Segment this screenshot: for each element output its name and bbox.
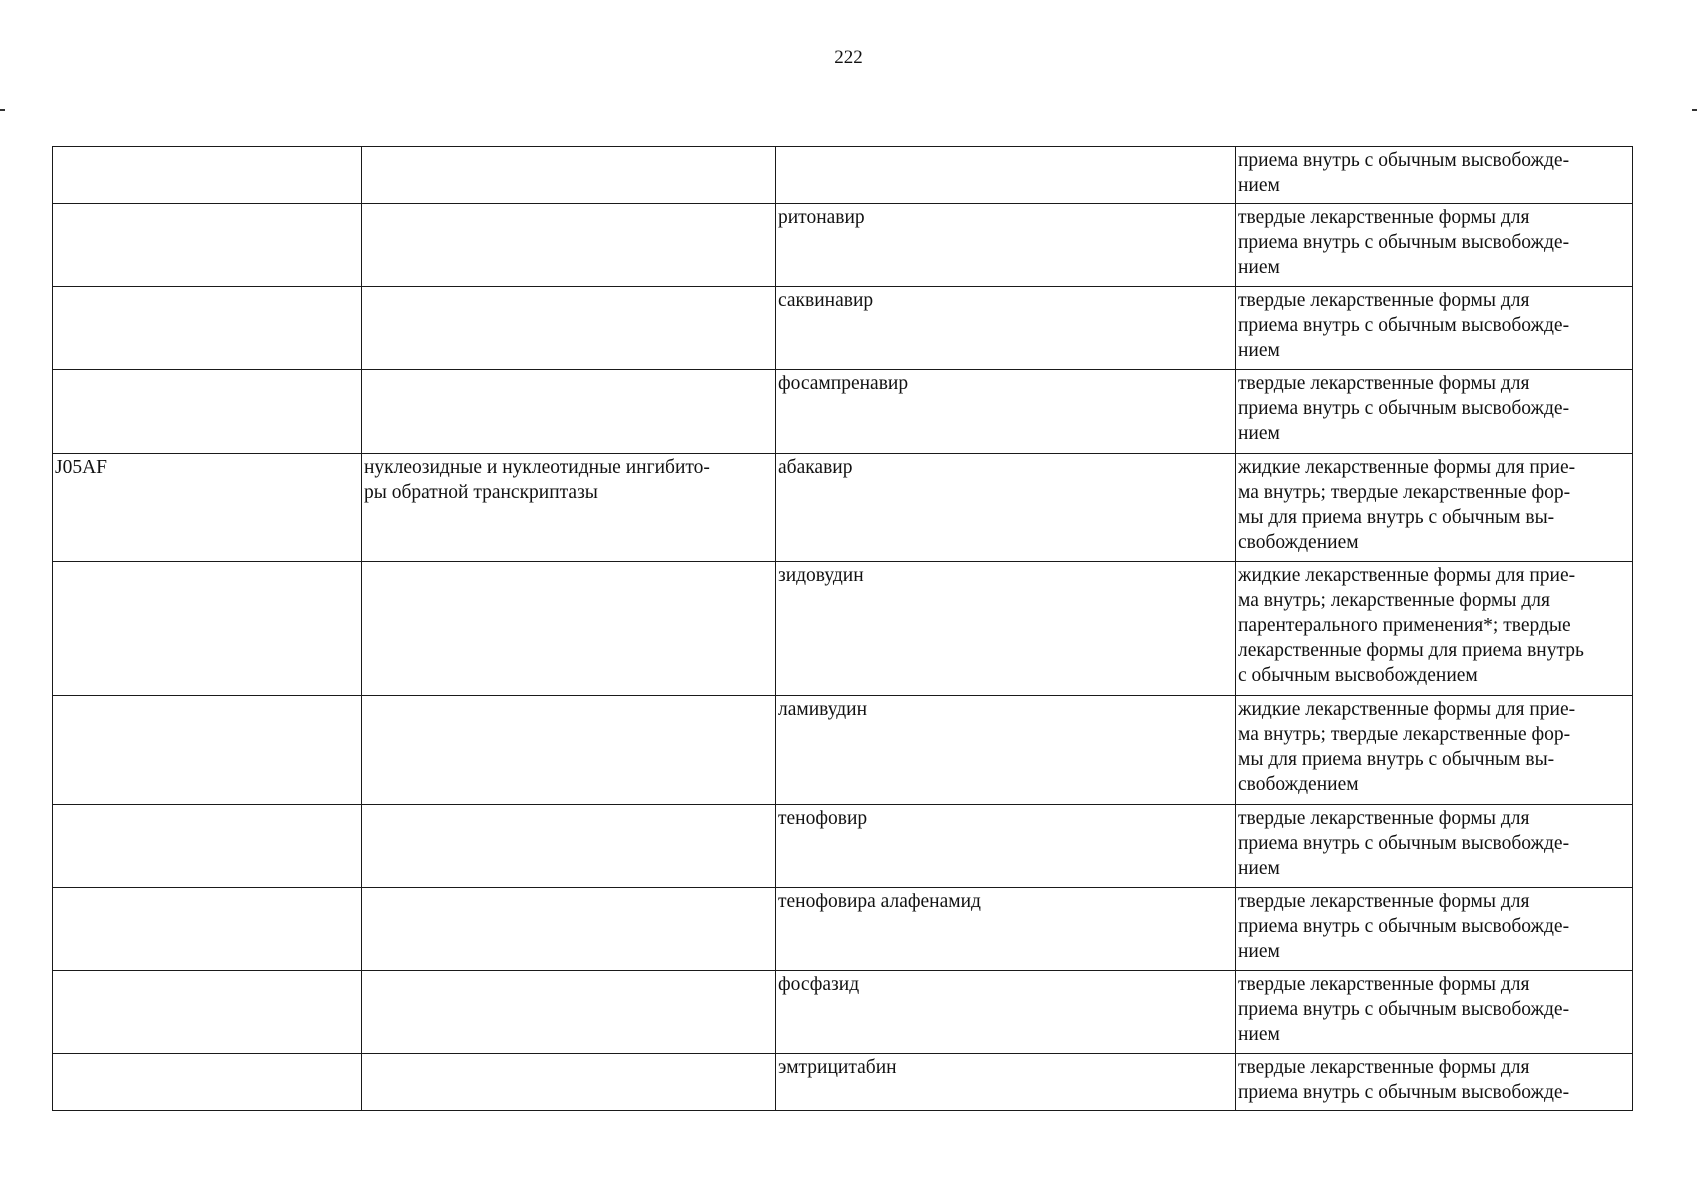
drug-cell	[776, 562, 1236, 696]
page-number: 222	[834, 47, 863, 68]
atc-code-cell	[53, 204, 362, 287]
drug-name: тенофовира алафенамид	[778, 891, 981, 912]
table-row	[53, 147, 1633, 204]
drug-name: ритонавир	[778, 207, 865, 228]
table-row	[53, 562, 1633, 696]
atc-code-cell	[53, 287, 362, 370]
table-row	[53, 287, 1633, 370]
dosage-form: твердые лекарственные формы для приема внутрь с обычным высвобожде- нием	[1238, 290, 1570, 361]
drug-cell	[776, 370, 1236, 454]
drug-name: фосфазид	[778, 974, 860, 995]
group-cell	[362, 1054, 776, 1111]
atc-code-cell	[53, 562, 362, 696]
atc-code: J05AF	[55, 457, 108, 478]
drug-name: абакавир	[778, 457, 853, 478]
atc-code-cell	[53, 454, 362, 562]
group-cell	[362, 805, 776, 888]
atc-code-cell	[53, 1054, 362, 1111]
pharmacological-group: нуклеозидные и нуклеотидные ингибито- ры обратной транскриптазы	[364, 457, 710, 503]
group-cell	[362, 454, 776, 562]
atc-code-cell	[53, 696, 362, 805]
dosage-form: твердые лекарственные формы для приема внутрь с обычным высвобожде- нием	[1238, 974, 1570, 1045]
form-cell	[1236, 971, 1633, 1054]
dosage-form: твердые лекарственные формы для приема внутрь с обычным высвобожде- нием	[1238, 891, 1570, 962]
form-cell	[1236, 287, 1633, 370]
form-cell	[1236, 147, 1633, 204]
drug-cell	[776, 888, 1236, 971]
group-cell	[362, 204, 776, 287]
table-row	[53, 805, 1633, 888]
form-cell	[1236, 1054, 1633, 1111]
group-cell	[362, 696, 776, 805]
table-row	[53, 370, 1633, 454]
group-cell	[362, 888, 776, 971]
drug-cell	[776, 147, 1236, 204]
drug-table	[52, 146, 1633, 1111]
drug-name: эмтрицитабин	[778, 1057, 897, 1078]
dosage-form: жидкие лекарственные формы для прие- ма внутрь; лекарственные формы для парентерального применения*; твердые лекарственные формы для приема внутрь с обычным высвобождением	[1238, 565, 1584, 686]
dosage-form: приема внутрь с обычным высвобожде- нием	[1238, 150, 1570, 196]
dosage-form: жидкие лекарственные формы для прие- ма внутрь; твердые лекарственные фор- мы для приема внутрь с обычным вы- свобождением	[1238, 457, 1576, 553]
dosage-form: твердые лекарственные формы для приема внутрь с обычным высвобожде- нием	[1238, 207, 1570, 278]
atc-code-cell	[53, 971, 362, 1054]
group-cell	[362, 971, 776, 1054]
drug-cell	[776, 1054, 1236, 1111]
group-cell	[362, 287, 776, 370]
dosage-form: твердые лекарственные формы для приема внутрь с обычным высвобожде- нием	[1238, 808, 1570, 879]
drug-cell	[776, 454, 1236, 562]
atc-code-cell	[53, 888, 362, 971]
table-row	[53, 454, 1633, 562]
form-cell	[1236, 454, 1633, 562]
atc-code-cell	[53, 370, 362, 454]
table-row	[53, 696, 1633, 805]
group-cell	[362, 147, 776, 204]
form-cell	[1236, 888, 1633, 971]
form-cell	[1236, 562, 1633, 696]
group-cell	[362, 370, 776, 454]
form-cell	[1236, 805, 1633, 888]
dosage-form: твердые лекарственные формы для приема внутрь с обычным высвобожде- нием	[1238, 373, 1570, 444]
drug-cell	[776, 971, 1236, 1054]
table-row	[53, 971, 1633, 1054]
left-edge-mark	[0, 109, 5, 111]
dosage-form: жидкие лекарственные формы для прие- ма внутрь; твердые лекарственные фор- мы для приема внутрь с обычным вы- свобождением	[1238, 699, 1576, 795]
form-cell	[1236, 696, 1633, 805]
group-cell	[362, 562, 776, 696]
drug-cell	[776, 805, 1236, 888]
drug-name: ламивудин	[778, 699, 868, 720]
atc-code-cell	[53, 805, 362, 888]
drug-cell	[776, 204, 1236, 287]
table-row	[53, 1054, 1633, 1111]
form-cell	[1236, 370, 1633, 454]
dosage-form: твердые лекарственные формы для приема внутрь с обычным высвобожде-	[1238, 1057, 1570, 1103]
drug-name: фосампренавир	[778, 373, 909, 394]
form-cell	[1236, 204, 1633, 287]
drug-name: зидовудин	[778, 565, 864, 586]
drug-name: саквинавир	[778, 290, 874, 311]
drug-name: тенофовир	[778, 808, 868, 829]
drug-cell	[776, 287, 1236, 370]
table-row	[53, 204, 1633, 287]
drug-cell	[776, 696, 1236, 805]
right-edge-mark	[1692, 109, 1697, 111]
table-row	[53, 888, 1633, 971]
atc-code-cell	[53, 147, 362, 204]
